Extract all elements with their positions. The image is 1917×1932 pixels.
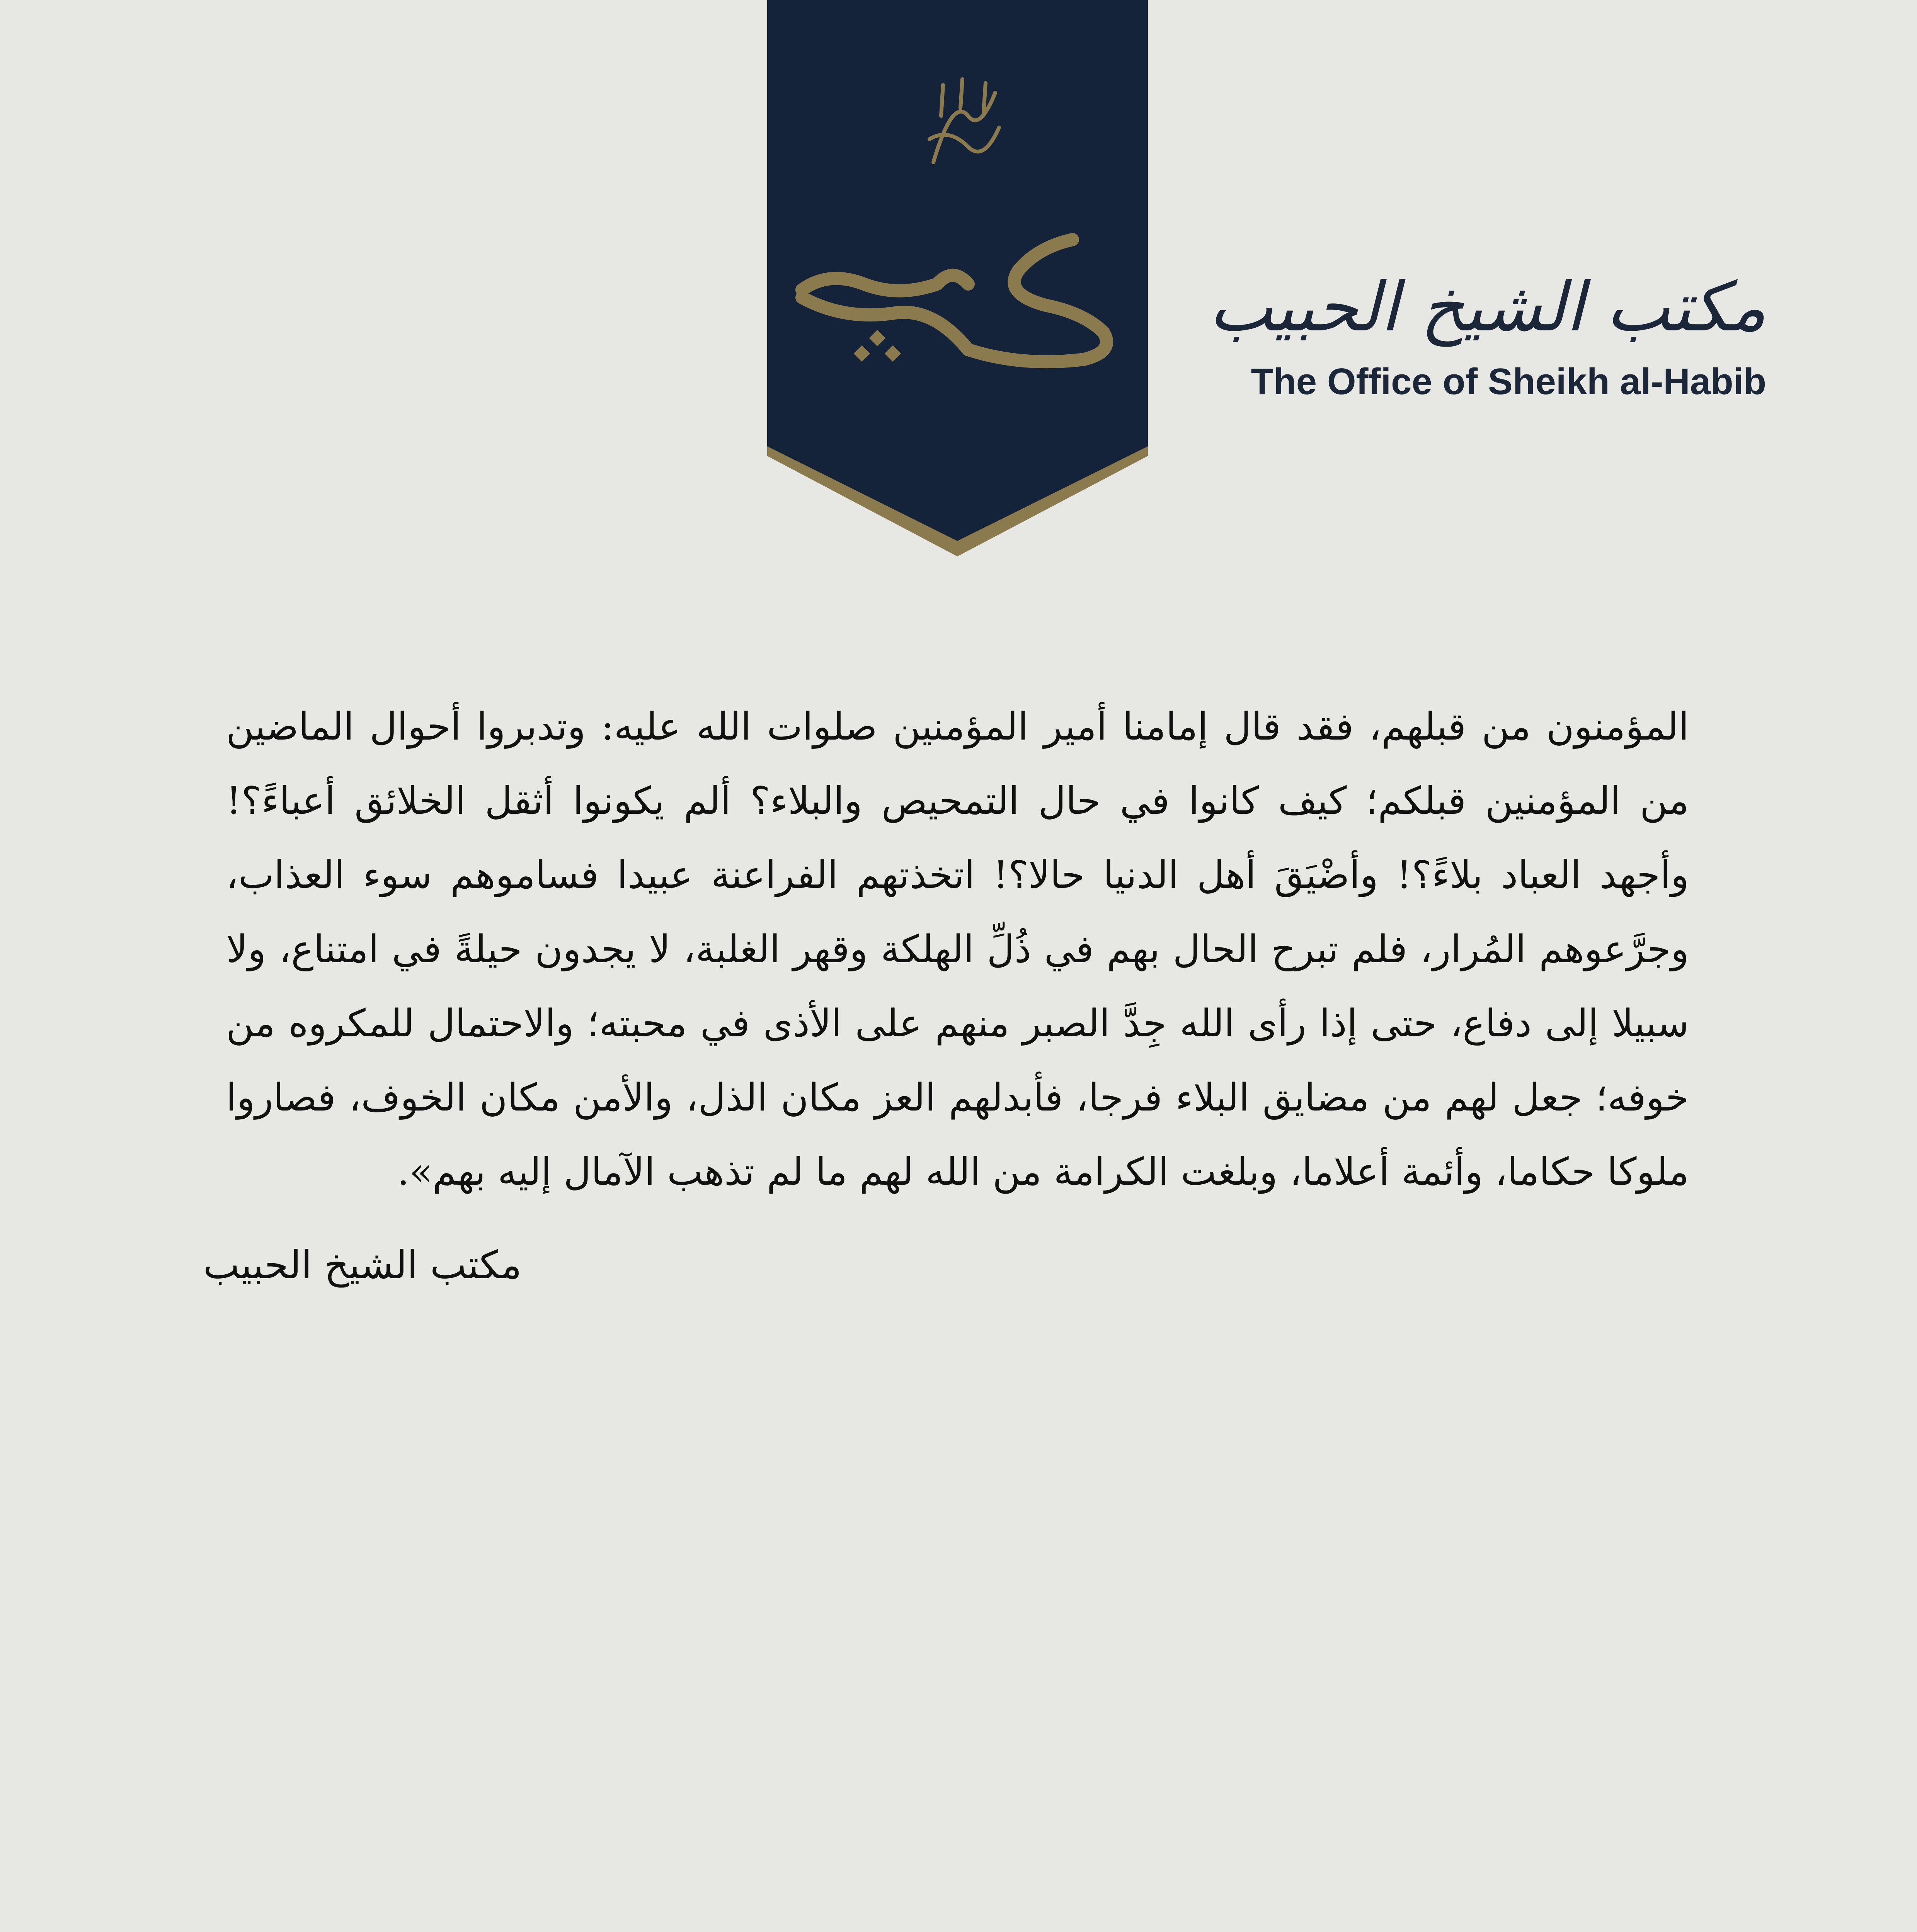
emblem-banner-graphic xyxy=(767,0,1148,556)
office-name-arabic: مكتب الشيخ الحبيب xyxy=(1209,268,1766,347)
header-emblem-banner xyxy=(767,0,1148,556)
letter-signature: مكتب الشيخ الحبيب xyxy=(203,1242,522,1287)
office-name-english: The Office of Sheikh al-Habib xyxy=(1251,361,1766,402)
letter-body-paragraph: المؤمنون من قبلهم، فقد قال إمامنا أمير المؤمنين صلوات الله عليه: وتدبروا أحوال الماضين من المؤمنين قبلكم؛ كيف كانوا في حال التمحيص والبلاء؟ ألم يكونوا أثقل الخلائق أعباءً؟! وأجهد العباد بلاءً؟! وأضْيَقَ أهل الدنيا حالا؟! اتخذتهم الفراعنة عبيدا فساموهم سوء العذاب، وجرَّعوهم المُرار، فلم تبرح الحال بهم في ذُلِّ الهلكة وقهر الغلبة، لا يجدون حيلةً في امتناع، ولا سبيلا إلى دفاع، حتى إذا رأى الله جِدَّ الصبر منهم على الأذى في محبته؛ والاحتمال للمكروه من خوفه؛ جعل لهم من مضايق البلاء فرجا، فأبدلهم العز مكان الذل، والأمن مكان الخوف، فصاروا ملوكا حكاما، وأئمة أعلاما، وبلغت الكرامة من الله لهم ما لم تذهب الآمال إليه بهم». xyxy=(226,705,1689,1194)
office-name-block xyxy=(1198,270,1766,403)
